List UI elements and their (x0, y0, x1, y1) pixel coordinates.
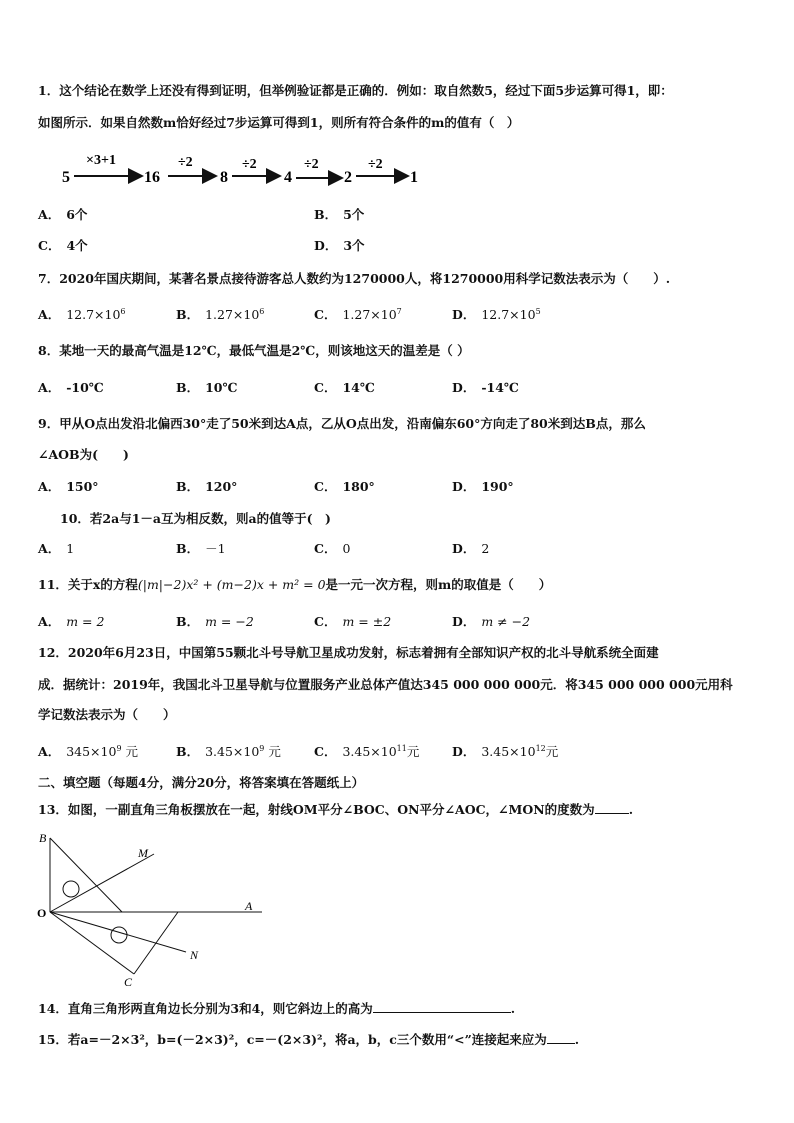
q14-stem: 14．直角三角形两直角边长分别为3和4，则它斜边上的高为 . (38, 1001, 516, 1016)
answer-blank[interactable] (547, 1031, 575, 1044)
q11-option-b: B． m = −2 (176, 614, 254, 629)
q11-stem: 11．关于x的方程(|m|−2)x² + (m−2)x + m² = 0是一元一次方程，则m的取值是（ ） (38, 577, 552, 592)
q9-option-b: B． 120° (176, 479, 238, 494)
chain-number: 16 (144, 169, 160, 186)
chain-op: ÷2 (368, 157, 383, 172)
q8-option-c: C． 14℃ (314, 380, 375, 395)
q1-stem-line2: 如图所示．如果自然数m恰好经过7步运算可得到1，则所有符合条件的m的值有（ ） (38, 115, 520, 130)
label-c: C (124, 975, 133, 989)
q9-stem-line1: 9．甲从O点出发沿北偏西30°走了50米到达A点，乙从O点出发，沿南偏东60°方向走了80米到达B点，那么 (38, 416, 646, 431)
q13-set-square-figure (30, 826, 270, 991)
q1-operation-chain-figure (58, 152, 428, 192)
q9-option-c: C． 180° (314, 479, 375, 494)
q10-option-b: B． －1 (176, 541, 226, 556)
q11-option-a: A． m = 2 (38, 614, 105, 629)
q12-option-b: B． $3.45\times 10^9$ 元 (176, 743, 281, 759)
chain-op: ÷2 (178, 155, 193, 170)
q9-option-d: D． 190° (452, 479, 514, 494)
q8-option-b: B． 10℃ (176, 380, 238, 395)
q7-option-d: D． $12.7\times 10^5$ (452, 306, 541, 322)
section-heading: 二、填空题（每题4分，满分20分，将答案填在答题纸上） (38, 775, 365, 790)
answer-blank[interactable] (595, 801, 629, 814)
chain-op: ÷2 (242, 157, 257, 172)
q7-stem: 7．2020年国庆期间，某著名景点接待游客总人数约为1270000人，将1270000用科学记数法表示为（ ）. (38, 271, 671, 286)
q8-option-d: D． -14℃ (452, 380, 519, 395)
label-a: A (245, 899, 253, 913)
q1-option-d: D． 3个 (314, 238, 365, 253)
label-o: O (37, 906, 47, 920)
q13-stem: 13．如图，一副直角三角板摆放在一起，射线OM平分∠BOC、ON平分∠AOC，∠MON的度数为 . (38, 802, 634, 817)
q12-option-d: D． $3.45\times 10^{12}$元 (452, 743, 559, 759)
answer-blank[interactable] (373, 1000, 511, 1013)
chain-number: 2 (344, 169, 352, 186)
q12-option-c: C． $3.45\times 10^{11}$元 (314, 743, 420, 759)
q1-option-a: A． 6个 (38, 207, 88, 222)
q11-equation: (|m|−2)x² + (m−2)x + m² = 0 (137, 577, 326, 592)
chain-number: 4 (284, 169, 292, 186)
q9-stem-line2: ∠AOB为( ) (38, 447, 129, 462)
chain-number: 5 (62, 169, 70, 186)
q10-stem: 10．若2a与1－a互为相反数，则a的值等于( ) (60, 511, 331, 526)
q11-option-d: D． m ≠ −2 (452, 614, 531, 629)
chain-number: 8 (220, 169, 228, 186)
q7-option-b: B． $1.27\times 10^6$ (176, 306, 265, 322)
chain-op: ×3+1 (86, 153, 116, 168)
q8-option-a: A． -10℃ (38, 380, 104, 395)
q8-stem: 8．某地一天的最高气温是12℃，最低气温是2℃，则该地这天的温差是（ ） (38, 343, 470, 358)
label-n: N (190, 948, 199, 962)
label-b: B (39, 831, 47, 845)
q11-option-c: C． m = ±2 (314, 614, 392, 629)
q7-option-a: A． $12.7\times 10^6$ (38, 306, 126, 322)
q12-stem-line1: 12．2020年6月23日，中国第55颗北斗号导航卫星成功发射，标志着拥有全部知识产权的北斗导航系统全面建 (38, 645, 659, 660)
q10-option-c: C． 0 (314, 541, 351, 556)
chain-number: 1 (410, 169, 418, 186)
q15-stem: 15．若a=－2×3²，b=(－2×3)²，c=－(2×3)²，将a，b，c三个数用“<”连接起来应为 . (38, 1032, 580, 1047)
q7-option-c: C． $1.27\times 10^7$ (314, 306, 402, 322)
q12-stem-line2: 成．据统计：2019年，我国北斗卫星导航与位置服务产业总体产值达345 000 000 000元．将345 000 000 000元用科 (38, 677, 733, 692)
chain-op: ÷2 (304, 157, 319, 172)
q1-option-b: B． 5个 (314, 207, 365, 222)
label-m: M (138, 846, 148, 860)
q12-option-a: A． $345\times 10^9$ 元 (38, 743, 139, 759)
q10-option-d: D． 2 (452, 541, 490, 556)
q12-stem-line3: 学记数法表示为（ ） (38, 707, 176, 722)
q10-option-a: A． 1 (38, 541, 75, 556)
q1-option-c: C． 4个 (38, 238, 88, 253)
q9-option-a: A． 150° (38, 479, 99, 494)
q1-stem-line1: 1．这个结论在数学上还没有得到证明，但举例验证都是正确的．例如：取自然数5，经过下面5步运算可得1，即： (38, 83, 673, 98)
